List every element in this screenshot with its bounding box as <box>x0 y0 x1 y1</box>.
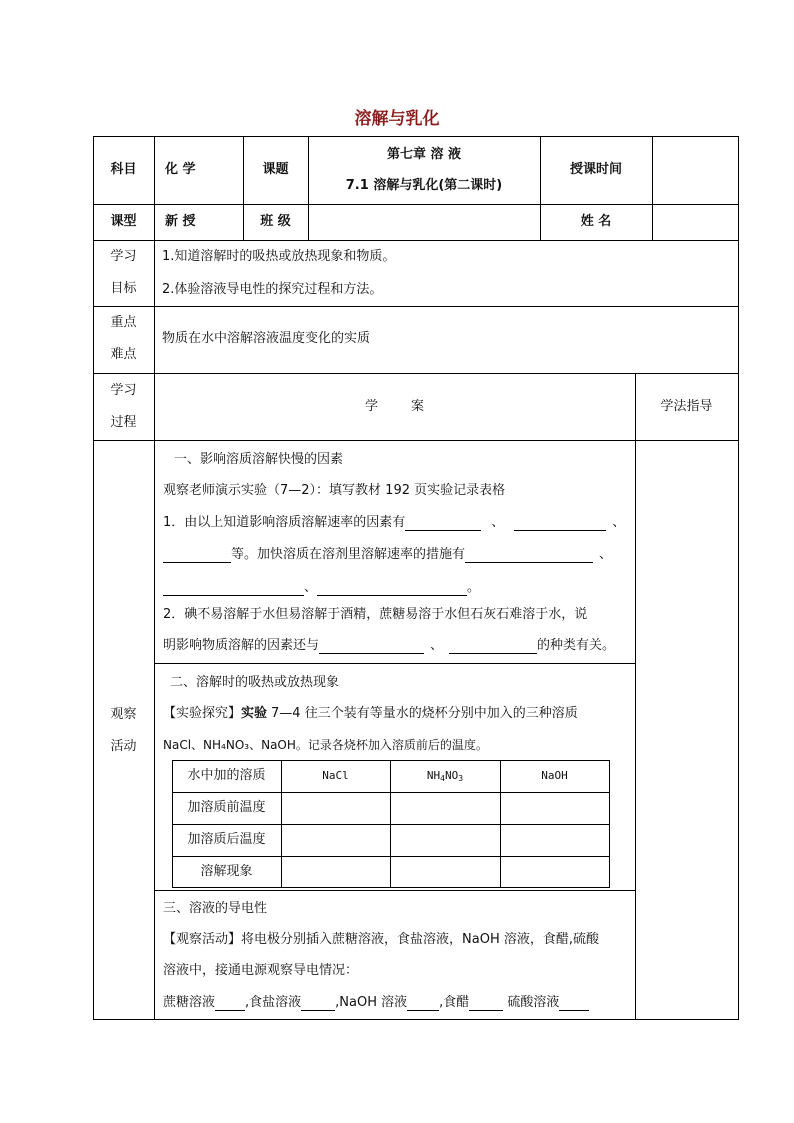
time-label: 授课时间 <box>569 162 622 177</box>
table-header-nacl: NaCl <box>322 769 349 782</box>
result-sulfuric: 硫酸溶液 <box>503 995 560 1010</box>
table-header-nh4no3: $NH_4NO_3$ <box>426 769 464 783</box>
question2-end: 的种类有关。 <box>537 638 616 653</box>
question1-line2 <box>163 547 612 563</box>
observe-line1 <box>163 932 599 948</box>
observe-text: 将电极分别插入蔗糖溶液，食盐溶液，NaOH 溶液，食醋,硫酸 <box>241 932 599 947</box>
answer-blank[interactable] <box>449 639 537 654</box>
answer-blank[interactable] <box>163 548 231 563</box>
goals-label-1: 学习 <box>110 249 137 264</box>
type-label: 课型 <box>110 214 137 229</box>
answer-blank[interactable] <box>469 996 503 1011</box>
question1-text-a: 1．由以上知道影响溶质溶解速率的因素有 <box>163 515 406 530</box>
goals-label-2: 目标 <box>110 281 137 296</box>
table-row-phenomenon: 溶解现象 <box>200 864 253 879</box>
type-value: 新 授 <box>165 214 196 229</box>
question1-line1 <box>163 515 625 531</box>
answer-blank[interactable] <box>317 581 467 596</box>
separator: 、 <box>599 547 613 562</box>
key-label-2: 难点 <box>110 347 137 362</box>
experiment-bold: 实验 <box>241 706 268 721</box>
section1-heading: 一、影响溶质溶解快慢的因素 <box>174 452 344 467</box>
answer-blank[interactable] <box>514 516 606 531</box>
conductivity-results <box>163 995 589 1011</box>
question1-text-b: 等。加快溶质在溶剂里溶解速率的措施有 <box>231 547 466 562</box>
key-label-1: 重点 <box>110 315 137 330</box>
answer-blank[interactable] <box>319 639 424 654</box>
document-title: 溶解与乳化 <box>354 109 440 129</box>
answer-blank[interactable] <box>301 996 335 1011</box>
separator: 、 <box>430 638 444 653</box>
result-vinegar: ,食醋 <box>439 995 470 1010</box>
question1-line3 <box>163 580 480 596</box>
method-guide-label: 学法指导 <box>660 399 713 414</box>
topic-label: 课题 <box>262 162 289 177</box>
process-label-1: 学习 <box>110 383 137 398</box>
activity-label-1: 观察 <box>110 707 137 722</box>
section3-heading: 三、溶液的导电性 <box>163 901 268 916</box>
observe-line2: 溶液中，接通电源观察导电情况： <box>163 963 359 978</box>
experiment-text: 7—4 往三个装有等量水的烧杯分别中加入的三种溶质 <box>271 706 578 721</box>
process-label-2: 过程 <box>110 415 137 430</box>
table-header-naoh: NaOH <box>541 769 568 782</box>
answer-blank[interactable] <box>163 581 304 596</box>
table-row-before: 加溶质前温度 <box>187 800 266 815</box>
table-header-solute: 水中加的溶质 <box>187 768 266 783</box>
answer-blank[interactable] <box>559 996 589 1011</box>
answer-blank[interactable] <box>215 996 245 1011</box>
separator: 、 <box>491 515 505 530</box>
answer-blank[interactable] <box>405 516 481 531</box>
experiment-line1 <box>163 706 578 722</box>
table-row-after: 加溶质后温度 <box>187 832 266 847</box>
subject-label: 科目 <box>110 162 137 177</box>
answer-blank[interactable] <box>465 548 593 563</box>
subject-value: 化 学 <box>165 162 196 177</box>
result-salt: ,食盐溶液 <box>245 995 302 1010</box>
section2-heading: 二、溶解时的吸热或放热现象 <box>170 675 340 690</box>
key-text: 物质在水中溶解溶液温度变化的实质 <box>162 331 371 346</box>
question2-text: 明影响物质溶解的因素还与 <box>163 638 320 653</box>
section1-intro: 观察老师演示实验（7—2）：填写教材 192 页实验记录表格 <box>163 483 506 498</box>
lesson-title: 7.1 溶解与乳化(第二课时) <box>345 178 503 193</box>
separator: 、 <box>304 580 318 595</box>
separator: 、 <box>612 515 626 530</box>
chapter-title: 第七章 溶 液 <box>386 147 462 162</box>
class-label: 班 级 <box>260 214 291 229</box>
plan-label: 学 案 <box>364 399 425 414</box>
period: 。 <box>467 580 481 595</box>
observe-tag: 【观察活动】 <box>163 932 242 947</box>
experiment-line2: NaCl、NH₄NO₃、NaOH。记录各烧杯加入溶质前后的温度。 <box>163 738 488 752</box>
name-label: 姓 名 <box>580 214 612 229</box>
experiment-tag: 【实验探究】 <box>163 706 242 721</box>
question2-line1: 2．碘不易溶解于水但易溶解于酒精，蔗糖易溶于水但石灰石难溶于水，说 <box>163 607 588 622</box>
question2-line2 <box>163 638 615 654</box>
activity-label-2: 活动 <box>110 739 137 754</box>
goal-item-1: 1.知道溶解时的吸热或放热现象和物质。 <box>162 249 396 264</box>
goal-item-2: 2.体验溶液导电性的探究过程和方法。 <box>162 282 383 297</box>
answer-blank[interactable] <box>407 996 439 1011</box>
result-sugar: 蔗糖溶液 <box>163 995 216 1010</box>
result-naoh: ,NaOH 溶液 <box>335 995 408 1010</box>
